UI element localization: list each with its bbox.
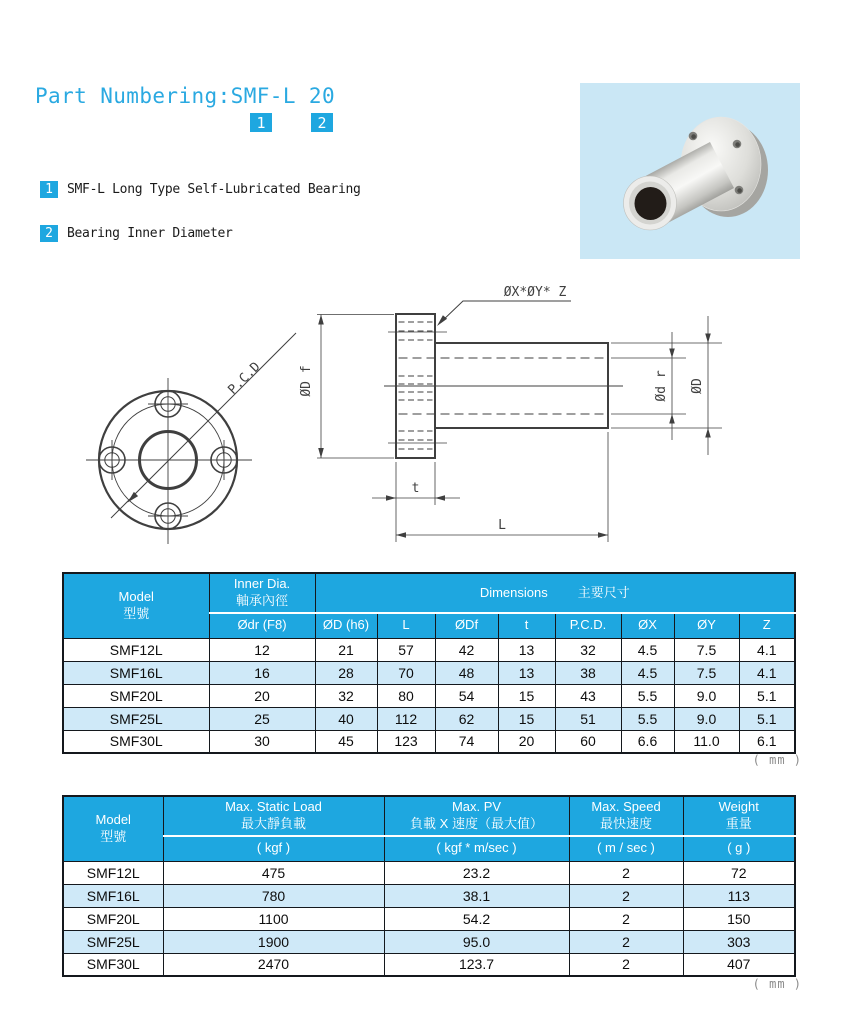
dimensions-header-zh: 主要尺寸 bbox=[577, 584, 630, 600]
col-header-weight bbox=[683, 796, 795, 836]
max-speed-header-en: Max. Speed bbox=[591, 799, 661, 815]
flange-diameter-label: ØD f bbox=[299, 365, 314, 397]
part-number-badge-2: 2 bbox=[311, 113, 333, 132]
table-cell: 11.0 bbox=[674, 730, 739, 753]
dim-flange-thickness bbox=[372, 462, 460, 542]
side-view bbox=[317, 301, 722, 542]
col-header-max-static-load bbox=[163, 796, 384, 836]
table-cell: 15 bbox=[498, 684, 555, 707]
bearing-bore bbox=[635, 187, 667, 220]
col-header-odf: ØDf bbox=[435, 613, 498, 638]
table-cell: 2470 bbox=[163, 953, 384, 976]
table-row bbox=[63, 884, 795, 907]
col-header-l: L bbox=[377, 613, 435, 638]
table-cell: 1900 bbox=[163, 930, 384, 953]
table-cell: 20 bbox=[209, 684, 315, 707]
col-header-oy: ØY bbox=[674, 613, 739, 638]
part-number-badge-1: 1 bbox=[250, 113, 272, 132]
static-load-header-zh: 最大靜負載 bbox=[240, 816, 306, 831]
model-cell: SMF20L bbox=[63, 684, 209, 707]
table-cell: 13 bbox=[498, 638, 555, 661]
table-cell: 28 bbox=[315, 661, 377, 684]
load-spec-table bbox=[62, 795, 796, 977]
table-cell: 23.2 bbox=[384, 861, 569, 884]
outer-diameter-label: ØD bbox=[690, 378, 705, 394]
col-header-max-pv bbox=[384, 796, 569, 836]
col-header-dimensions-group bbox=[315, 573, 795, 613]
table-cell: 4.1 bbox=[739, 661, 795, 684]
table-cell: 21 bbox=[315, 638, 377, 661]
unit-kgf-msec: ( kgf * m/sec ) bbox=[384, 836, 569, 861]
table-cell: 150 bbox=[683, 907, 795, 930]
table-cell: 74 bbox=[435, 730, 498, 753]
table-cell: 72 bbox=[683, 861, 795, 884]
table-cell: 475 bbox=[163, 861, 384, 884]
table-cell: 7.5 bbox=[674, 661, 739, 684]
model-cell: SMF25L bbox=[63, 930, 163, 953]
table-cell: 51 bbox=[555, 707, 621, 730]
table-cell: 5.1 bbox=[739, 707, 795, 730]
table-cell: 15 bbox=[498, 707, 555, 730]
table-cell: 5.5 bbox=[621, 707, 674, 730]
table-row bbox=[63, 730, 795, 753]
table-cell: 407 bbox=[683, 953, 795, 976]
col-header-inner-dia bbox=[209, 573, 315, 613]
length-label: L bbox=[498, 518, 506, 533]
table-row bbox=[63, 861, 795, 884]
table-cell: 1100 bbox=[163, 907, 384, 930]
table-cell: 2 bbox=[569, 861, 683, 884]
inner-dia-header-zh: 軸承內徑 bbox=[235, 593, 288, 608]
dimension-table bbox=[62, 572, 796, 754]
table-cell: 5.1 bbox=[739, 684, 795, 707]
max-pv-header-en: Max. PV bbox=[451, 799, 502, 815]
table-cell: 62 bbox=[435, 707, 498, 730]
model-cell: SMF16L bbox=[63, 661, 209, 684]
model-cell: SMF30L bbox=[63, 953, 163, 976]
table-row bbox=[63, 638, 795, 661]
col-header-od-h6: ØD (h6) bbox=[315, 613, 377, 638]
table-cell: 7.5 bbox=[674, 638, 739, 661]
model-cell: SMF16L bbox=[63, 884, 163, 907]
table-cell: 38 bbox=[555, 661, 621, 684]
model-cell: SMF12L bbox=[63, 861, 163, 884]
table-cell: 9.0 bbox=[674, 684, 739, 707]
col-header-max-speed bbox=[569, 796, 683, 836]
table-cell: 54.2 bbox=[384, 907, 569, 930]
weight-header-en: Weight bbox=[718, 799, 759, 815]
table-cell: 32 bbox=[555, 638, 621, 661]
model-header-zh: 型號 bbox=[100, 828, 127, 844]
table-cell: 20 bbox=[498, 730, 555, 753]
legend-item-inner-diameter bbox=[40, 225, 233, 242]
product-photo bbox=[580, 83, 800, 259]
table-cell: 32 bbox=[315, 684, 377, 707]
model-cell: SMF20L bbox=[63, 907, 163, 930]
table-cell: 13 bbox=[498, 661, 555, 684]
legend-text-2: Bearing Inner Diameter bbox=[67, 226, 233, 241]
col-header-odr: Ødr (F8) bbox=[209, 613, 315, 638]
col-header-z: Z bbox=[739, 613, 795, 638]
col-header-pcd: P.C.D. bbox=[555, 613, 621, 638]
table-cell: 30 bbox=[209, 730, 315, 753]
pcd-leader-line bbox=[111, 333, 296, 518]
model-header-en: Model bbox=[95, 811, 131, 827]
table-cell: 57 bbox=[377, 638, 435, 661]
table-row bbox=[63, 907, 795, 930]
pcd-label: P.C.D bbox=[225, 359, 264, 398]
max-pv-header-zh: 負載 X 速度（最大值） bbox=[410, 816, 543, 831]
model-cell: SMF25L bbox=[63, 707, 209, 730]
table-cell: 48 bbox=[435, 661, 498, 684]
static-load-header-en: Max. Static Load bbox=[225, 799, 322, 815]
table-row bbox=[63, 707, 795, 730]
table-cell: 16 bbox=[209, 661, 315, 684]
table-cell: 60 bbox=[555, 730, 621, 753]
legend-badge-2: 2 bbox=[40, 225, 58, 242]
col-header-t: t bbox=[498, 613, 555, 638]
table-cell: 303 bbox=[683, 930, 795, 953]
front-view bbox=[86, 333, 296, 544]
unit-msec: ( m / sec ) bbox=[569, 836, 683, 861]
table-row bbox=[63, 684, 795, 707]
technical-drawing bbox=[0, 270, 868, 560]
table-cell: 42 bbox=[435, 638, 498, 661]
table-cell: 80 bbox=[377, 684, 435, 707]
thickness-label: t bbox=[411, 481, 420, 496]
legend-text-1: SMF-L Long Type Self-Lubricated Bearing bbox=[67, 182, 361, 197]
hole-spec-leader bbox=[440, 301, 571, 323]
model-header-en: Model bbox=[118, 588, 154, 604]
model-cell: SMF30L bbox=[63, 730, 209, 753]
table-cell: 40 bbox=[315, 707, 377, 730]
bearing-photo-illustration bbox=[580, 83, 800, 259]
table-cell: 70 bbox=[377, 661, 435, 684]
weight-header-zh: 重量 bbox=[725, 816, 752, 831]
table-cell: 112 bbox=[377, 707, 435, 730]
unit-note-dimensions: ( mm ) bbox=[752, 753, 802, 767]
legend-item-type bbox=[40, 181, 361, 198]
dimensions-header-en: Dimensions bbox=[479, 584, 548, 600]
col-header-ox: ØX bbox=[621, 613, 674, 638]
table-cell: 45 bbox=[315, 730, 377, 753]
col-header-model bbox=[63, 573, 209, 638]
model-header-zh: 型號 bbox=[123, 605, 150, 621]
table-cell: 123.7 bbox=[384, 953, 569, 976]
table-cell: 12 bbox=[209, 638, 315, 661]
table-cell: 9.0 bbox=[674, 707, 739, 730]
table-cell: 2 bbox=[569, 884, 683, 907]
table-cell: 5.5 bbox=[621, 684, 674, 707]
max-speed-header-zh: 最快速度 bbox=[599, 816, 652, 831]
table-cell: 2 bbox=[569, 930, 683, 953]
unit-g: ( g ) bbox=[683, 836, 795, 861]
table-cell: 6.1 bbox=[739, 730, 795, 753]
col-header-model bbox=[63, 796, 163, 861]
table-cell: 4.5 bbox=[621, 661, 674, 684]
table-cell: 43 bbox=[555, 684, 621, 707]
table-cell: 6.6 bbox=[621, 730, 674, 753]
table-cell: 123 bbox=[377, 730, 435, 753]
table-row bbox=[63, 930, 795, 953]
table-cell: 2 bbox=[569, 907, 683, 930]
hole-spec-label: ØX*ØY* Z bbox=[503, 285, 567, 300]
table-cell: 25 bbox=[209, 707, 315, 730]
page-title: Part Numbering:SMF-L 20 bbox=[35, 84, 335, 108]
table-cell: 38.1 bbox=[384, 884, 569, 907]
unit-note-spec: ( mm ) bbox=[752, 977, 802, 991]
bore-diameter-label: Ød r bbox=[654, 370, 669, 402]
pcd-arrowhead bbox=[128, 492, 139, 503]
inner-dia-header-en: Inner Dia. bbox=[233, 576, 291, 592]
table-row bbox=[63, 953, 795, 976]
table-cell: 4.5 bbox=[621, 638, 674, 661]
table-cell: 4.1 bbox=[739, 638, 795, 661]
legend-badge-1: 1 bbox=[40, 181, 58, 198]
dim-flange-diameter bbox=[317, 315, 394, 459]
table-row bbox=[63, 661, 795, 684]
table-cell: 2 bbox=[569, 953, 683, 976]
model-cell: SMF12L bbox=[63, 638, 209, 661]
unit-kgf: ( kgf ) bbox=[163, 836, 384, 861]
table-cell: 780 bbox=[163, 884, 384, 907]
table-cell: 54 bbox=[435, 684, 498, 707]
table-cell: 113 bbox=[683, 884, 795, 907]
table-cell: 95.0 bbox=[384, 930, 569, 953]
